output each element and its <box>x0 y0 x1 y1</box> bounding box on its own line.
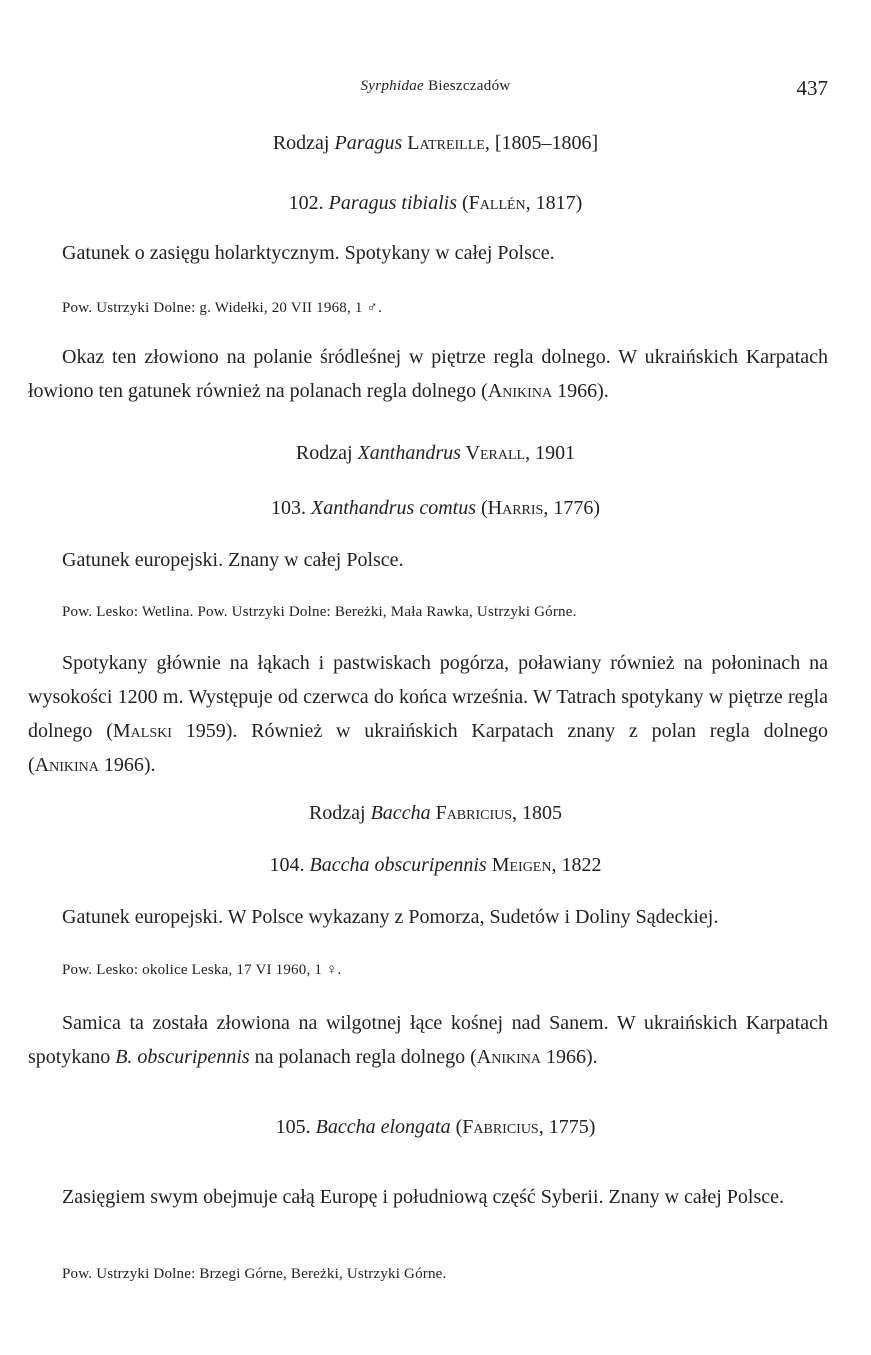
species-reference: B. obscuripennis <box>115 1046 250 1068</box>
species-year: , 1822 <box>551 854 602 876</box>
note-text-continued: . Również w ukraińskich Karpatach znany z polan regla dolnego ( <box>28 720 829 776</box>
ref-author: Anikina <box>476 1046 542 1068</box>
species-number: 105. <box>275 1116 316 1138</box>
genus-year: , 1805 <box>512 802 563 824</box>
species-heading-105 <box>0 1116 871 1139</box>
note-text-continued: na polanach regla dolnego ( <box>249 1046 477 1068</box>
note-text: Samica ta została złowiona na wilgotnej łące kośnej nad Sanem. W ukraińskich Karpatach spotykano <box>28 1012 828 1068</box>
species-heading-102 <box>0 192 871 215</box>
species-name: Baccha elongata <box>315 1116 451 1138</box>
ref-year: 1966). <box>552 380 609 402</box>
species-heading-103 <box>0 497 871 520</box>
species-number: 102. <box>288 192 329 214</box>
distribution-103: Gatunek europejski. Znany w całej Polsce. <box>62 549 404 571</box>
ref-year: 1966). <box>98 754 156 776</box>
species-year: , 1776) <box>543 497 601 519</box>
ref-year: 1966). <box>541 1046 598 1068</box>
page-number: 437 <box>796 76 828 100</box>
record-102: Pow. Ustrzyki Dolne: g. Widełki, 20 VII 1968, 1 ♂. <box>62 300 382 316</box>
genus-year: , 1901 <box>525 442 576 464</box>
ref-author: Anikina <box>34 754 99 776</box>
species-paren: ( <box>450 1116 463 1138</box>
ref-year: 1959) <box>171 720 233 742</box>
running-title-region: Bieszczadów <box>424 78 511 94</box>
distribution-105 <box>28 1180 828 1214</box>
genus-name: Paragus <box>334 132 403 154</box>
note-103 <box>28 646 828 782</box>
species-author: Meigen <box>486 854 552 876</box>
species-author: Harris <box>487 497 544 519</box>
genus-name: Xanthandrus <box>357 442 461 464</box>
note-text: Spotykany głównie na łąkach i pastwiskach pogórza, poławiany również na połoninach na wysokości 1200 m. Występuje od czerwca do końca września. W Tatrach spotykany w piętrze regla dolnego ( <box>28 652 828 742</box>
species-paren: ( <box>457 192 469 214</box>
note-104 <box>28 1006 828 1074</box>
species-name: Baccha obscuripennis <box>309 854 487 876</box>
genus-author: Fabricius <box>430 802 513 824</box>
species-author: Fallén <box>468 192 526 214</box>
species-year: , 1817) <box>525 192 583 214</box>
ref-author: Anikina <box>487 380 553 402</box>
heading-prefix: Rodzaj <box>308 802 371 824</box>
genus-year: , [1805–1806] <box>484 132 599 154</box>
distribution-text: Zasięgiem swym obejmuje całą Europę i południową część Syberii. Znany w całej Polsce. <box>62 1186 785 1208</box>
species-year: , 1775) <box>538 1116 596 1138</box>
note-text: Okaz ten złowiono na polanie śródleśnej w piętrze regla dolnego. W ukraińskich Karpatach łowiono ten gatunek również na polanach regla dolnego ( <box>28 346 828 402</box>
heading-prefix: Rodzaj <box>295 442 358 464</box>
genus-heading-xanthandrus <box>0 442 871 465</box>
genus-heading-baccha <box>0 802 871 825</box>
species-number: 103. <box>270 497 311 519</box>
running-title <box>0 78 871 95</box>
record-103: Pow. Lesko: Wetlina. Pow. Ustrzyki Dolne: Bereżki, Mała Rawka, Ustrzyki Górne. <box>62 604 577 620</box>
species-paren: ( <box>475 497 488 519</box>
page-header <box>0 76 871 104</box>
genus-author: Latreille <box>402 132 485 154</box>
running-title-family: Syrphidae <box>360 78 425 94</box>
distribution-102: Gatunek o zasięgu holarktycznym. Spotykany w całej Polsce. <box>62 242 555 264</box>
species-heading-104 <box>0 854 871 877</box>
genus-author: Verall <box>460 442 526 464</box>
record-104: Pow. Lesko: okolice Leska, 17 VI 1960, 1 ♀. <box>62 962 342 978</box>
species-name: Xanthandrus comtus <box>310 497 476 519</box>
species-name: Paragus tibialis <box>328 192 457 214</box>
species-author: Fabricius <box>462 1116 539 1138</box>
heading-prefix: Rodzaj <box>272 132 335 154</box>
record-105: Pow. Ustrzyki Dolne: Brzegi Górne, Bereżki, Ustrzyki Górne. <box>62 1266 447 1282</box>
note-102 <box>28 340 828 408</box>
ref-author: Malski <box>112 720 172 742</box>
genus-heading-paragus <box>0 132 871 155</box>
species-number: 104. <box>269 854 310 876</box>
distribution-104: Gatunek europejski. W Polsce wykazany z Pomorza, Sudetów i Doliny Sądeckiej. <box>62 906 719 928</box>
genus-name: Baccha <box>370 802 431 824</box>
